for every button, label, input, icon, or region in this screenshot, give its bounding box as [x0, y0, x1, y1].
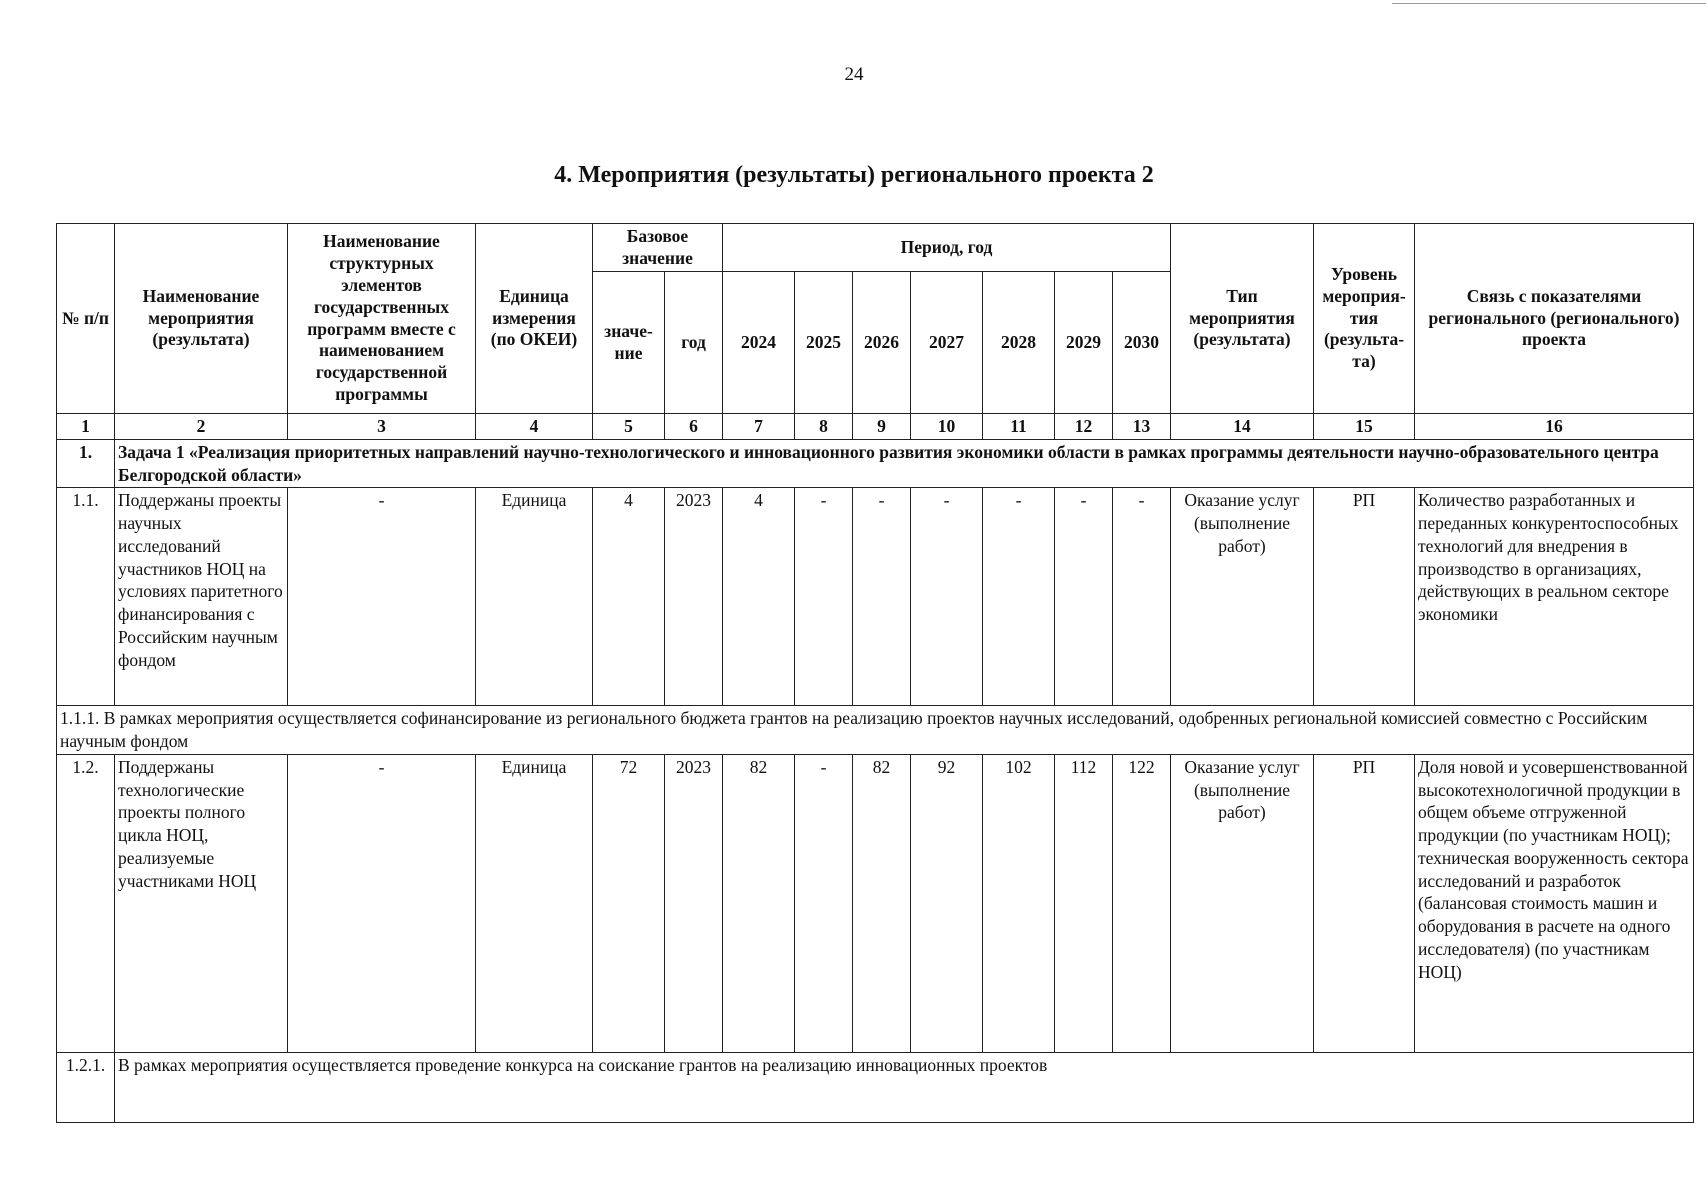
row-year-2029: 112: [1055, 754, 1113, 1052]
header-name: Наименование мероприятия (результата): [115, 224, 288, 414]
row-year-2030: 122: [1113, 754, 1171, 1052]
row-struct: -: [288, 488, 476, 706]
column-number: 7: [723, 414, 795, 440]
column-number: 5: [593, 414, 665, 440]
row-level: РП: [1314, 754, 1415, 1052]
column-number: 3: [288, 414, 476, 440]
row-type: Оказание услуг (выполнение работ): [1171, 754, 1314, 1052]
header-num: № п/п: [57, 224, 115, 414]
column-number: 2: [115, 414, 288, 440]
header-year-2028: 2028: [983, 272, 1055, 414]
row-link: Количество разработанных и переданных конкурентоспособных технологий для внедрения в производство в организациях, действующих в реальном секторе экономики: [1415, 488, 1694, 706]
column-number: 10: [911, 414, 983, 440]
note-row: [57, 706, 1694, 755]
column-number: 16: [1415, 414, 1694, 440]
row-link: Доля новой и усовершенствованной высокотехнологичной продукции в общем объеме отгруженной продукции (по участникам НОЦ); техническая вооруженность сектора исследований и разработок (балансовая стоимость машин и оборудования в расчете на одного исследователя) (по участникам НОЦ): [1415, 754, 1694, 1052]
table-row: [57, 488, 1694, 706]
row-unit: Единица: [476, 754, 593, 1052]
row-year-2030: -: [1113, 488, 1171, 706]
row-name: Поддержаны технологические проекты полного цикла НОЦ, реализуемые участниками НОЦ: [115, 754, 288, 1052]
column-number: 14: [1171, 414, 1314, 440]
row-year-2026: 82: [853, 754, 911, 1052]
header-year-2027: 2027: [911, 272, 983, 414]
row-base-year: 2023: [665, 754, 723, 1052]
note-1-2-1: В рамках мероприятия осуществляется проведение конкурса на соискание грантов на реализацию инновационных проектов: [115, 1052, 1694, 1122]
column-number: 11: [983, 414, 1055, 440]
header-link: Связь с показателями регионального (регионального) проекта: [1415, 224, 1694, 414]
note-num: 1.2.1.: [57, 1052, 115, 1122]
document-title: 4. Мероприятия (результаты) регионального проекта 2: [554, 162, 1154, 188]
row-struct: -: [288, 754, 476, 1052]
column-number: 15: [1314, 414, 1415, 440]
header-year-2029: 2029: [1055, 272, 1113, 414]
row-year-2028: 102: [983, 754, 1055, 1052]
row-year-2024: 4: [723, 488, 795, 706]
page-number: 24: [844, 64, 864, 85]
header-year-2026: 2026: [853, 272, 911, 414]
header-level: Уровень мероприя-тия (результа-та): [1314, 224, 1415, 414]
row-num: 1.2.: [57, 754, 115, 1052]
measures-table: [56, 223, 1694, 1123]
table-row: [57, 754, 1694, 1052]
column-number: 9: [853, 414, 911, 440]
note-1-1-1: 1.1.1. В рамках мероприятия осуществляется софинансирование из регионального бюджета грантов на реализацию проектов научных исследований, одобренных региональной комиссией совместно с Российским научным фондом: [57, 706, 1694, 755]
row-name: Поддержаны проекты научных исследований участников НОЦ на условиях паритетного финансирования с Российским научным фондом: [115, 488, 288, 706]
header-base-year: год: [665, 272, 723, 414]
row-year-2027: -: [911, 488, 983, 706]
row-year-2027: 92: [911, 754, 983, 1052]
column-number: 6: [665, 414, 723, 440]
header-year-2024: 2024: [723, 272, 795, 414]
row-year-2025: -: [795, 488, 853, 706]
row-num: 1.1.: [57, 488, 115, 706]
row-base-value: 72: [593, 754, 665, 1052]
row-level: РП: [1314, 488, 1415, 706]
header-base-value: значе-ние: [593, 272, 665, 414]
row-unit: Единица: [476, 488, 593, 706]
row-year-2025: -: [795, 754, 853, 1052]
task-text: Задача 1 «Реализация приоритетных направлений научно-технологического и инновационного развития экономики области в рамках программы деятельности научно-образовательного центра Белгородской области»: [115, 439, 1694, 488]
row-type: Оказание услуг (выполнение работ): [1171, 488, 1314, 706]
task-row: [57, 439, 1694, 488]
header-type: Тип мероприятия (результата): [1171, 224, 1314, 414]
column-number: 12: [1055, 414, 1113, 440]
column-number: 8: [795, 414, 853, 440]
column-number: 1: [57, 414, 115, 440]
row-year-2029: -: [1055, 488, 1113, 706]
header-period-group: Период, год: [723, 224, 1171, 272]
row-year-2026: -: [853, 488, 911, 706]
header-unit: Единица измерения (по ОКЕИ): [476, 224, 593, 414]
top-rule: [1392, 3, 1706, 4]
header-struct: Наименование структурных элементов государственных программ вместе с наименованием государственной программы: [288, 224, 476, 414]
header-base-group: Базовое значение: [593, 224, 723, 272]
row-year-2024: 82: [723, 754, 795, 1052]
row-base-year: 2023: [665, 488, 723, 706]
note-row: [57, 1052, 1694, 1122]
column-number-row: [57, 414, 1694, 440]
header-year-2030: 2030: [1113, 272, 1171, 414]
row-year-2028: -: [983, 488, 1055, 706]
column-number: 13: [1113, 414, 1171, 440]
column-number: 4: [476, 414, 593, 440]
row-base-value: 4: [593, 488, 665, 706]
task-num: 1.: [57, 439, 115, 488]
header-year-2025: 2025: [795, 272, 853, 414]
